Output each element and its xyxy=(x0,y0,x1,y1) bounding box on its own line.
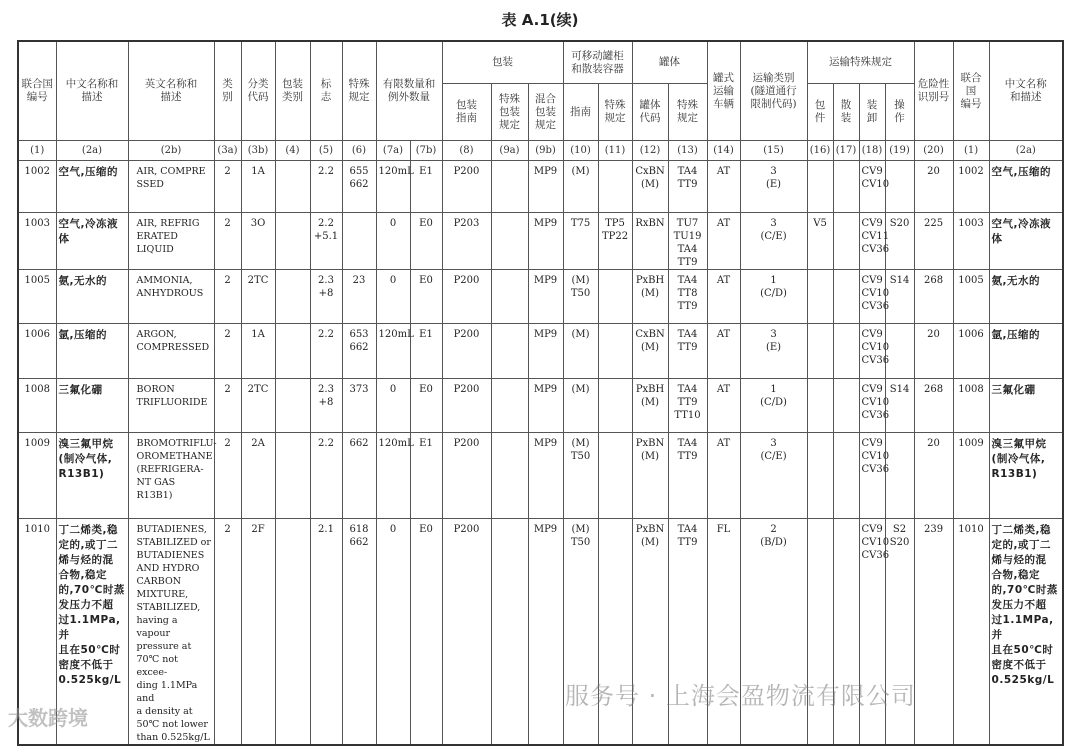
table-cell: 1010 xyxy=(953,519,989,746)
table-cell: 1008 xyxy=(18,379,56,433)
table-cell: 2 xyxy=(214,213,241,270)
table-cell: 三氟化硼 xyxy=(56,379,128,433)
table-cell: PxBH (M) xyxy=(632,270,668,324)
table-cell: MP9 xyxy=(528,324,563,379)
table-cell: 2 xyxy=(214,161,241,213)
table-cell xyxy=(807,433,833,519)
header-packing-group: 包装 类别 xyxy=(275,41,310,141)
table-cell: 1010 xyxy=(18,519,56,746)
table-cell: CV9 CV10 CV36 xyxy=(859,433,885,519)
table-cell: 0 xyxy=(376,213,410,270)
table-cell xyxy=(807,270,833,324)
table-cell: TP5 TP22 xyxy=(598,213,632,270)
table-cell: E0 xyxy=(410,270,442,324)
table-cell xyxy=(885,161,914,213)
column-number: (12) xyxy=(632,141,668,161)
table-cell xyxy=(491,161,528,213)
header-ts-loading: 装 卸 xyxy=(859,84,885,141)
table-cell xyxy=(598,519,632,746)
table-cell: (M) T50 xyxy=(563,433,598,519)
table-cell xyxy=(833,213,859,270)
table-cell: AT xyxy=(707,213,740,270)
table-cell xyxy=(491,324,528,379)
header-ts-bulk: 散 装 xyxy=(833,84,859,141)
table-cell xyxy=(833,519,859,746)
table-cell: 1002 xyxy=(953,161,989,213)
table-cell xyxy=(807,161,833,213)
table-cell: 氨,无水的 xyxy=(56,270,128,324)
column-number: (5) xyxy=(310,141,342,161)
table-cell: 1006 xyxy=(18,324,56,379)
table-cell: 2 xyxy=(214,519,241,746)
dangerous-goods-table xyxy=(17,40,1064,746)
table-cell: MP9 xyxy=(528,519,563,746)
table-cell xyxy=(275,433,310,519)
table-cell: 1003 xyxy=(953,213,989,270)
table-cell: 空气,压缩的 xyxy=(989,161,1063,213)
table-cell: P200 xyxy=(442,433,491,519)
table-cell: 23 xyxy=(342,270,376,324)
table-row xyxy=(18,270,1063,324)
table-cell: 1A xyxy=(241,324,275,379)
table-cell: E1 xyxy=(410,324,442,379)
table-cell: BORON TRIFLUORIDE xyxy=(128,379,214,433)
table-row xyxy=(18,324,1063,379)
table-row xyxy=(18,213,1063,270)
table-cell: 2 xyxy=(214,324,241,379)
table-row xyxy=(18,433,1063,519)
table-cell: 溴三氟甲烷 (制冷气体, R13B1) xyxy=(56,433,128,519)
table-cell xyxy=(807,519,833,746)
table-cell: PxBH (M) xyxy=(632,379,668,433)
column-number: (14) xyxy=(707,141,740,161)
table-cell: 2.2 xyxy=(310,433,342,519)
table-cell: 1A xyxy=(241,161,275,213)
column-number: (9b) xyxy=(528,141,563,161)
table-cell: 2 xyxy=(214,379,241,433)
watermark-service: 服务号 · 上海会盈物流有限公司 xyxy=(565,682,916,710)
table-cell xyxy=(833,161,859,213)
table-row xyxy=(18,519,1063,746)
table-cell: TA4 TT9 TT10 xyxy=(668,379,707,433)
table-cell: 空气,冷冻液 体 xyxy=(989,213,1063,270)
header-tank-code: 罐体 代码 xyxy=(632,84,668,141)
table-cell: P200 xyxy=(442,161,491,213)
table-cell: 1009 xyxy=(18,433,56,519)
header-ts-packages: 包 件 xyxy=(807,84,833,141)
table-cell: PxBN (M) xyxy=(632,519,668,746)
table-cell: 239 xyxy=(914,519,953,746)
table-cell xyxy=(275,270,310,324)
header-cn-name-2: 中文名称 和描述 xyxy=(989,41,1063,141)
table-cell: 0 xyxy=(376,270,410,324)
table-cell xyxy=(833,379,859,433)
table-cell: 空气,压缩的 xyxy=(56,161,128,213)
table-cell: 3 (E) xyxy=(740,161,807,213)
table-cell: 2 xyxy=(214,433,241,519)
table-cell: 2.2 xyxy=(310,324,342,379)
table-cell xyxy=(275,324,310,379)
table-cell: 溴三氟甲烷 (制冷气体, R13B1) xyxy=(989,433,1063,519)
table-cell: (M) xyxy=(563,324,598,379)
table-cell xyxy=(275,379,310,433)
table-cell: CV9 CV10 CV36 xyxy=(859,379,885,433)
header-cn-name: 中文名称和 描述 xyxy=(56,41,128,141)
table-cell xyxy=(491,213,528,270)
table-cell xyxy=(598,270,632,324)
table-cell: 20 xyxy=(914,433,953,519)
table-cell: 1 (C/D) xyxy=(740,270,807,324)
column-number: (3a) xyxy=(214,141,241,161)
table-cell: 662 xyxy=(342,433,376,519)
table-cell: P200 xyxy=(442,324,491,379)
header-pack-instruction: 包装 指南 xyxy=(442,84,491,141)
table-cell: CV9 CV10 xyxy=(859,161,885,213)
table-cell: AT xyxy=(707,433,740,519)
table-cell: (M) xyxy=(563,379,598,433)
table-cell: 2.2 +5.1 xyxy=(310,213,342,270)
table-cell: 1 (C/D) xyxy=(740,379,807,433)
watermark-brand: 大数跨境 xyxy=(8,706,88,730)
column-number: (7a) xyxy=(376,141,410,161)
table-cell: CxBN (M) xyxy=(632,161,668,213)
header-tank-special: 特殊 规定 xyxy=(668,84,707,141)
table-cell: 3 (C/E) xyxy=(740,433,807,519)
header-transport-category: 运输类别 (隧道通行 限制代码) xyxy=(740,41,807,141)
table-cell: 2.1 xyxy=(310,519,342,746)
table-cell: E0 xyxy=(410,519,442,746)
header-packaging: 包装 xyxy=(442,41,563,84)
column-number: (2a) xyxy=(989,141,1063,161)
table-cell: 653 662 xyxy=(342,324,376,379)
table-cell: BROMOTRIFLU- OROMETHANE (REFRIGERA- NT GAS R13B1) xyxy=(128,433,214,519)
column-number: (10) xyxy=(563,141,598,161)
header-labels: 标 志 xyxy=(310,41,342,141)
header-en-name: 英文名称和 描述 xyxy=(128,41,214,141)
table-cell: 655 662 xyxy=(342,161,376,213)
table-cell: 氨,无水的 xyxy=(989,270,1063,324)
header-tank: 罐体 xyxy=(632,41,707,84)
table-cell: 0 xyxy=(376,379,410,433)
column-number: (8) xyxy=(442,141,491,161)
table-cell: 1009 xyxy=(953,433,989,519)
table-cell xyxy=(833,270,859,324)
column-number-row xyxy=(18,141,1063,161)
table-cell xyxy=(598,161,632,213)
column-number: (20) xyxy=(914,141,953,161)
column-number: (7b) xyxy=(410,141,442,161)
table-cell: S14 xyxy=(885,270,914,324)
table-cell: 2F xyxy=(241,519,275,746)
table-cell: AT xyxy=(707,161,740,213)
table-cell xyxy=(491,270,528,324)
table-cell xyxy=(833,324,859,379)
table-cell: TA4 TT9 xyxy=(668,324,707,379)
table-cell: CxBN (M) xyxy=(632,324,668,379)
column-number: (3b) xyxy=(241,141,275,161)
header-un-no: 联合国 编号 xyxy=(18,41,56,141)
table-cell xyxy=(833,433,859,519)
table-cell xyxy=(885,433,914,519)
table-cell xyxy=(491,433,528,519)
table-cell: 2 xyxy=(214,270,241,324)
table-cell: 丁二烯类,稳 定的,或丁二 烯与烃的混 合物,稳定 的,70℃时蒸 发压力不超 过1.1MPa,并 且在50℃时 密度不低于 0.525kg/L xyxy=(56,519,128,746)
column-number: (9a) xyxy=(491,141,528,161)
table-cell: 2TC xyxy=(241,379,275,433)
column-number: (6) xyxy=(342,141,376,161)
table-cell: AMMONIA, ANHYDROUS xyxy=(128,270,214,324)
table-cell: 空气,冷冻液 体 xyxy=(56,213,128,270)
table-cell: AIR, REFRIG ERATED LIQUID xyxy=(128,213,214,270)
table-cell xyxy=(807,379,833,433)
table-cell: 268 xyxy=(914,270,953,324)
table-cell: 氩,压缩的 xyxy=(989,324,1063,379)
table-cell: TA4 TT8 TT9 xyxy=(668,270,707,324)
table-cell: 120mL xyxy=(376,324,410,379)
table-cell: MP9 xyxy=(528,270,563,324)
table-title: 表 A.1(续) xyxy=(501,11,579,29)
table-cell: TU7 TU19 TA4 TT9 xyxy=(668,213,707,270)
header-class-code: 分类 代码 xyxy=(241,41,275,141)
header-transport-special: 运输特殊规定 xyxy=(807,41,914,84)
table-cell: E1 xyxy=(410,161,442,213)
table-cell: MP9 xyxy=(528,379,563,433)
column-number: (1) xyxy=(953,141,989,161)
column-number: (1) xyxy=(18,141,56,161)
table-cell xyxy=(275,519,310,746)
table-cell: TA4 TT9 xyxy=(668,519,707,746)
table-cell: MP9 xyxy=(528,161,563,213)
table-cell: (M) T50 xyxy=(563,519,598,746)
header-pt-instruction: 指南 xyxy=(563,84,598,141)
table-cell: 2A xyxy=(241,433,275,519)
table-body xyxy=(18,161,1063,746)
column-number: (17) xyxy=(833,141,859,161)
table-cell: 2.2 xyxy=(310,161,342,213)
table-cell: 1005 xyxy=(953,270,989,324)
table-cell: 氩,压缩的 xyxy=(56,324,128,379)
table-cell: 268 xyxy=(914,379,953,433)
header-pt-special: 特殊 规定 xyxy=(598,84,632,141)
table-cell: ARGON, COMPRESSED xyxy=(128,324,214,379)
table-cell: 20 xyxy=(914,161,953,213)
table-cell: 2.3 +8 xyxy=(310,379,342,433)
table-cell: (M) xyxy=(563,161,598,213)
header-ts-operation: 操 作 xyxy=(885,84,914,141)
table-row xyxy=(18,161,1063,213)
header-tank-vehicle: 罐式 运输 车辆 xyxy=(707,41,740,141)
table-cell: 3 (E) xyxy=(740,324,807,379)
table-cell: V5 xyxy=(807,213,833,270)
table-cell: RxBN xyxy=(632,213,668,270)
table-cell xyxy=(275,213,310,270)
table-cell: P203 xyxy=(442,213,491,270)
table-cell xyxy=(491,379,528,433)
table-cell: S14 xyxy=(885,379,914,433)
column-number: (2a) xyxy=(56,141,128,161)
table-cell: 1005 xyxy=(18,270,56,324)
table-cell: AT xyxy=(707,270,740,324)
table-cell xyxy=(598,324,632,379)
table-cell: E1 xyxy=(410,433,442,519)
header-un-no-2: 联合国 编号 xyxy=(953,41,989,141)
header-portable-tanks: 可移动罐柜 和散装容器 xyxy=(563,41,632,84)
table-cell: 1002 xyxy=(18,161,56,213)
column-number: (16) xyxy=(807,141,833,161)
header-limited-quantity: 有限数量和 例外数量 xyxy=(376,41,442,141)
table-cell: BUTADIENES, STABILIZED or BUTADIENES AND HYDRO CARBON MIXTURE, STABILIZED, having a vapour pressure at 70℃ not excee- ding 1.1MPa and a density at 50℃ not lower than 0.525kg/L xyxy=(128,519,214,746)
table-cell: E0 xyxy=(410,213,442,270)
table-cell: 1003 xyxy=(18,213,56,270)
column-number: (11) xyxy=(598,141,632,161)
column-number: (15) xyxy=(740,141,807,161)
table-cell: E0 xyxy=(410,379,442,433)
table-cell: FL xyxy=(707,519,740,746)
header-hazard-id: 危险性 识别号 xyxy=(914,41,953,141)
table-cell: 丁二烯类,稳 定的,或丁二 烯与烃的混 合物,稳定 的,70℃时蒸 发压力不超 过1.1MPa,并 且在50℃时 密度不低于 0.525kg/L xyxy=(989,519,1063,746)
column-number: (13) xyxy=(668,141,707,161)
table-cell: 20 xyxy=(914,324,953,379)
table-cell: 1008 xyxy=(953,379,989,433)
header-class: 类 别 xyxy=(214,41,241,141)
table-cell: 3 (C/E) xyxy=(740,213,807,270)
table-cell: MP9 xyxy=(528,433,563,519)
table-cell: CV9 CV11 CV36 xyxy=(859,213,885,270)
table-cell xyxy=(598,433,632,519)
table-cell: AT xyxy=(707,379,740,433)
table-cell: CV9 CV10 CV36 xyxy=(859,519,885,746)
column-number: (18) xyxy=(859,141,885,161)
table-cell xyxy=(342,213,376,270)
table-cell: P200 xyxy=(442,379,491,433)
table-cell: P200 xyxy=(442,270,491,324)
table-cell: (M) T50 xyxy=(563,270,598,324)
table-cell: CV9 CV10 CV36 xyxy=(859,270,885,324)
table-cell: CV9 CV10 CV36 xyxy=(859,324,885,379)
column-number: (19) xyxy=(885,141,914,161)
table-cell: 0 xyxy=(376,519,410,746)
table-cell: 120mL xyxy=(376,161,410,213)
table-cell: 3O xyxy=(241,213,275,270)
table-cell xyxy=(275,161,310,213)
table-cell: T75 xyxy=(563,213,598,270)
table-cell: 2TC xyxy=(241,270,275,324)
table-cell xyxy=(598,379,632,433)
header-special-provisions: 特殊 规定 xyxy=(342,41,376,141)
table-cell: MP9 xyxy=(528,213,563,270)
table-cell: TA4 TT9 xyxy=(668,161,707,213)
column-number: (4) xyxy=(275,141,310,161)
table-cell: PxBN (M) xyxy=(632,433,668,519)
table-cell: S20 xyxy=(885,213,914,270)
table-cell xyxy=(807,324,833,379)
table-cell: 三氟化硼 xyxy=(989,379,1063,433)
table-cell: AT xyxy=(707,324,740,379)
table-cell xyxy=(885,324,914,379)
table-cell: P200 xyxy=(442,519,491,746)
table-cell: 225 xyxy=(914,213,953,270)
table-cell: 373 xyxy=(342,379,376,433)
table-cell: 618 662 xyxy=(342,519,376,746)
table-cell: 120mL xyxy=(376,433,410,519)
table-row xyxy=(18,379,1063,433)
table-cell: 1006 xyxy=(953,324,989,379)
table-cell: TA4 TT9 xyxy=(668,433,707,519)
header-mixed-packing: 混合 包装 规定 xyxy=(528,84,563,141)
table-cell xyxy=(491,519,528,746)
column-number: (2b) xyxy=(128,141,214,161)
table-cell: AIR, COMPRE SSED xyxy=(128,161,214,213)
table-cell: 2 (B/D) xyxy=(740,519,807,746)
table-cell: S2 S20 xyxy=(885,519,914,746)
table-cell: 2.3 +8 xyxy=(310,270,342,324)
header-special-packing: 特殊 包装 规定 xyxy=(491,84,528,141)
